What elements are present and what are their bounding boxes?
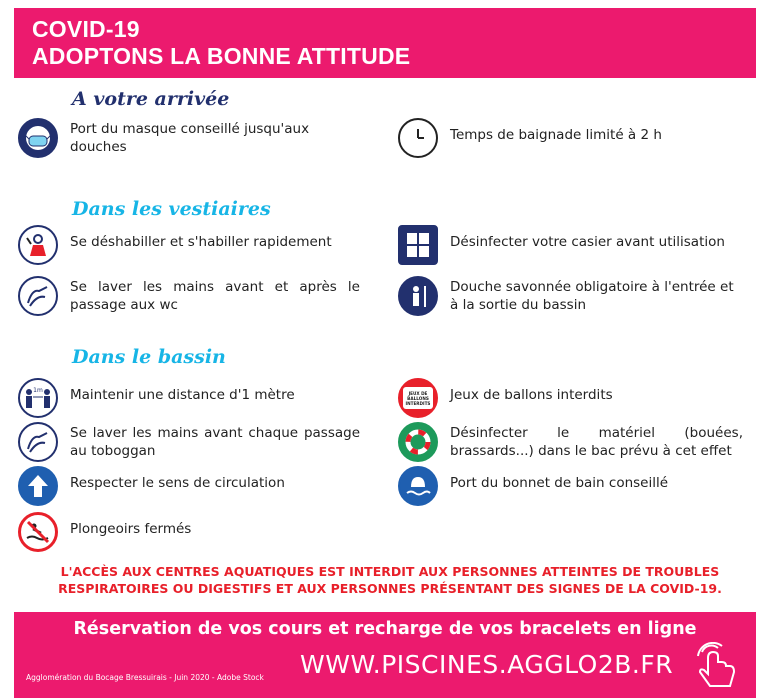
rule-deshabiller [18,225,363,265]
rule-distance-text: Maintenir une distance d'1 mètre [70,387,295,403]
handwash-icon [18,422,58,462]
rule-laver-wc-text: Se laver les mains avant et après le passage aux wc [70,279,360,313]
rule-douche-text: Douche savonnée obligatoire à l'entrée et à la sortie du bassin [450,279,734,313]
no-ball-icon [398,378,438,418]
rule-plongeoirs-text: Plongeoirs fermés [70,521,192,537]
rule-circulation [18,466,363,506]
footer-reservation-text: Réservation de vos cours et recharge de vos bracelets en ligne [73,619,697,639]
lifebuoy-icon [398,422,438,462]
footer-banner [14,612,756,698]
section-title-arrivee: A votre arrivée [72,88,230,110]
rule-bonnet [398,466,743,506]
swim-cap-icon [398,466,438,506]
distance-icon [18,378,58,418]
rule-laver-wc [18,276,363,316]
rule-temps-text: Temps de baignade limité à 2 h [450,127,662,143]
rule-materiel [398,422,743,462]
clock-icon [398,118,438,158]
section-title-bassin: Dans le bassin [72,346,226,368]
rule-temps [398,118,743,158]
website-link[interactable]: WWW.PISCINES.AGGLO2B.FR [300,650,674,679]
rule-casier [398,225,743,265]
section-title-vestiaires: Dans les vestiaires [72,198,271,220]
rule-ballons [398,378,743,418]
locker-icon [398,225,438,265]
header-title-line2: ADOPTONS LA BONNE ATTITUDE [32,43,411,69]
footer-credit: Agglomération du Bocage Bressuirais - Juin 2020 - Adobe Stock [26,673,264,682]
rule-laver-tobo [18,422,363,462]
header-title-line1: COVID-19 [32,16,140,42]
rule-bonnet-text: Port du bonnet de bain conseillé [450,475,669,491]
rule-masque [18,118,363,158]
no-ball-badge-text: JEUX DE BALLONS INTERDITS [405,390,431,406]
header-banner [14,8,756,78]
rule-distance [18,378,363,418]
rule-laver-tobo-text: Se laver les mains avant chaque passage au toboggan [70,425,360,459]
shower-icon [398,276,438,316]
rule-deshabiller-text: Se déshabiller et s'habiller rapidement [70,234,332,250]
health-warning: L'ACCÈS AUX CENTRES AQUATIQUES EST INTERDIT AUX PERSONNES ATTEINTES DE TROUBLES RESPIRATOIRES OU DIGESTIFS ET AUX PERSONNES PRÉSENTANT DES SIGNES DE LA COVID-19. [58,564,722,596]
rule-douche [398,276,743,316]
distance-badge-text: 1m [33,387,43,394]
rule-masque-text: Port du masque conseillé jusqu'aux douches [70,121,310,155]
rule-casier-text: Désinfecter votre casier avant utilisation [450,234,725,250]
undress-icon [18,225,58,265]
rule-plongeoirs [18,512,363,552]
no-diving-icon [18,512,58,552]
mask-icon [18,118,58,158]
rule-ballons-text: Jeux de ballons interdits [450,387,613,403]
rule-materiel-text: Désinfecter le matériel (bouées, brassards...) dans le bac prévu à cet effet [450,425,743,459]
arrow-up-icon [18,466,58,506]
rule-circulation-text: Respecter le sens de circulation [70,475,285,491]
touch-hand-icon [690,642,742,690]
handwash-icon [18,276,58,316]
